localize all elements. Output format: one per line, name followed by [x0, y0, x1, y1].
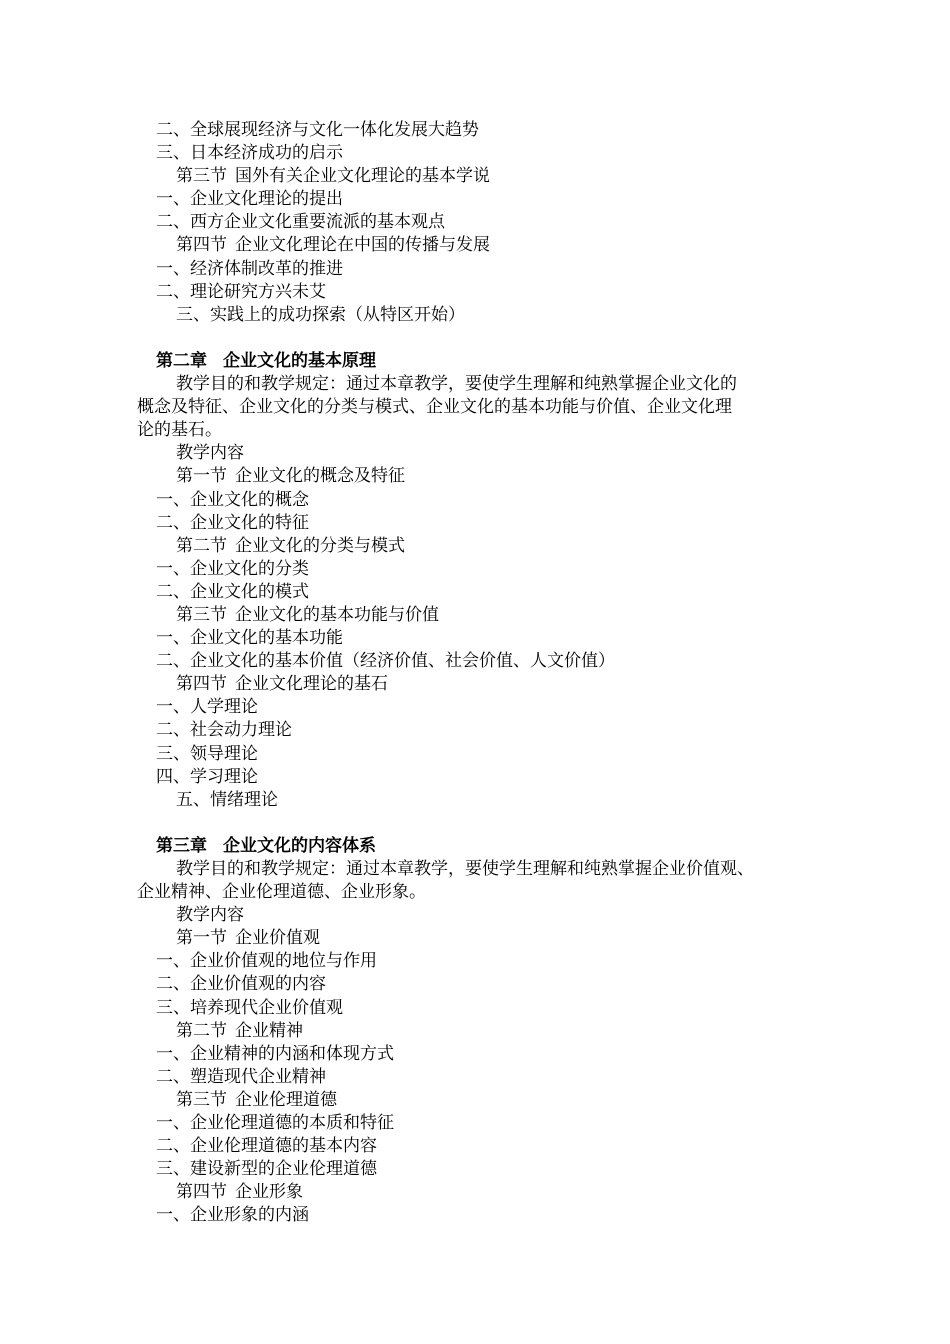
list-item: 一、企业价值观的地位与作用	[156, 951, 377, 972]
chapter-title: 企业文化的基本原理	[223, 350, 376, 371]
section-title: 企业文化理论在中国的传播与发展	[235, 235, 490, 256]
list-item: 一、经济体制改革的推进	[156, 258, 343, 279]
section-title: 企业文化的分类与模式	[235, 535, 405, 556]
section-title: 企业伦理道德	[235, 1089, 337, 1110]
document-body	[0, 119, 950, 1228]
section-heading	[0, 465, 950, 488]
section-number: 第三节	[176, 604, 227, 625]
list-item: 一、企业精神的内涵和体现方式	[156, 1043, 394, 1064]
list-item: 三、培养现代企业价值观	[156, 997, 343, 1018]
section-heading	[0, 1089, 950, 1112]
teaching-aim: 教学目的和教学规定：通过本章教学，要使学生理解和纯熟掌握企业价值观、	[176, 859, 754, 879]
list-item: 二、企业文化的基本价值（经济价值、社会价值、人文价值）	[156, 651, 615, 672]
section-title: 企业文化理论的基石	[235, 674, 388, 695]
section-number: 第三节	[176, 1089, 227, 1110]
section-heading	[0, 234, 950, 257]
section-title: 企业形象	[235, 1182, 303, 1203]
list-item: 二、企业文化的模式	[156, 581, 309, 602]
chapter-heading	[0, 835, 950, 858]
list-item: 三、日本经济成功的启示	[156, 143, 343, 164]
section-heading	[0, 165, 950, 188]
list-item: 一、企业文化的概念	[156, 489, 309, 510]
chapter-title: 企业文化的内容体系	[223, 835, 376, 856]
list-item: 四、学习理论	[156, 766, 258, 787]
chapter-heading	[0, 350, 950, 373]
section-heading	[0, 1181, 950, 1204]
content-label: 教学内容	[176, 905, 244, 926]
list-item: 一、企业伦理道德的本质和特征	[156, 1113, 394, 1134]
list-item: 二、塑造现代企业精神	[156, 1066, 326, 1087]
chapter-number: 第二章	[156, 350, 207, 371]
section-title: 企业价值观	[235, 928, 320, 949]
section-number: 第四节	[176, 674, 227, 695]
section-number: 第三节	[176, 166, 227, 187]
section-title: 企业精神	[235, 1020, 303, 1041]
section-number: 第一节	[176, 466, 227, 487]
list-item: 一、企业文化理论的提出	[156, 189, 343, 210]
section-heading	[0, 604, 950, 627]
section-heading	[0, 535, 950, 558]
section-number: 第二节	[176, 535, 227, 556]
blank-line	[0, 327, 950, 350]
content-label: 教学内容	[176, 443, 244, 464]
list-item: 三、实践上的成功探索（从特区开始）	[176, 304, 465, 325]
teaching-aim-continued: 概念及特征、企业文化的分类与模式、企业文化的基本功能与价值、企业文化理	[137, 397, 732, 418]
list-item: 一、企业文化的分类	[156, 558, 309, 579]
section-heading	[0, 673, 950, 696]
section-title: 企业文化的基本功能与价值	[235, 604, 439, 625]
section-title: 国外有关企业文化理论的基本学说	[235, 166, 490, 187]
list-item: 一、企业文化的基本功能	[156, 628, 343, 649]
list-item: 五、情绪理论	[176, 789, 278, 810]
teaching-aim: 教学目的和教学规定：通过本章教学，要使学生理解和纯熟掌握企业文化的	[176, 374, 737, 395]
section-heading	[0, 1020, 950, 1043]
list-item: 三、建设新型的企业伦理道德	[156, 1159, 377, 1180]
section-heading	[0, 927, 950, 950]
list-item: 二、企业文化的特征	[156, 512, 309, 533]
list-item: 二、企业价值观的内容	[156, 974, 326, 995]
section-number: 第一节	[176, 928, 227, 949]
teaching-aim-continued: 企业精神、企业伦理道德、企业形象。	[137, 882, 426, 903]
list-item: 三、领导理论	[156, 743, 258, 764]
list-item: 二、西方企业文化重要流派的基本观点	[156, 212, 445, 233]
section-number: 第四节	[176, 235, 227, 256]
section-title: 企业文化的概念及特征	[235, 466, 405, 487]
teaching-aim-continued: 论的基石。	[137, 420, 222, 441]
section-number: 第四节	[176, 1182, 227, 1203]
blank-line	[0, 812, 950, 835]
list-item: 二、企业伦理道德的基本内容	[156, 1136, 377, 1157]
list-item: 二、理论研究方兴未艾	[156, 281, 326, 302]
list-item: 二、社会动力理论	[156, 720, 292, 741]
section-number: 第二节	[176, 1020, 227, 1041]
list-item: 一、人学理论	[156, 697, 258, 718]
chapter-number: 第三章	[156, 835, 207, 856]
list-item: 一、企业形象的内涵	[156, 1205, 309, 1226]
list-item: 二、全球展现经济与文化一体化发展大趋势	[156, 120, 479, 140]
